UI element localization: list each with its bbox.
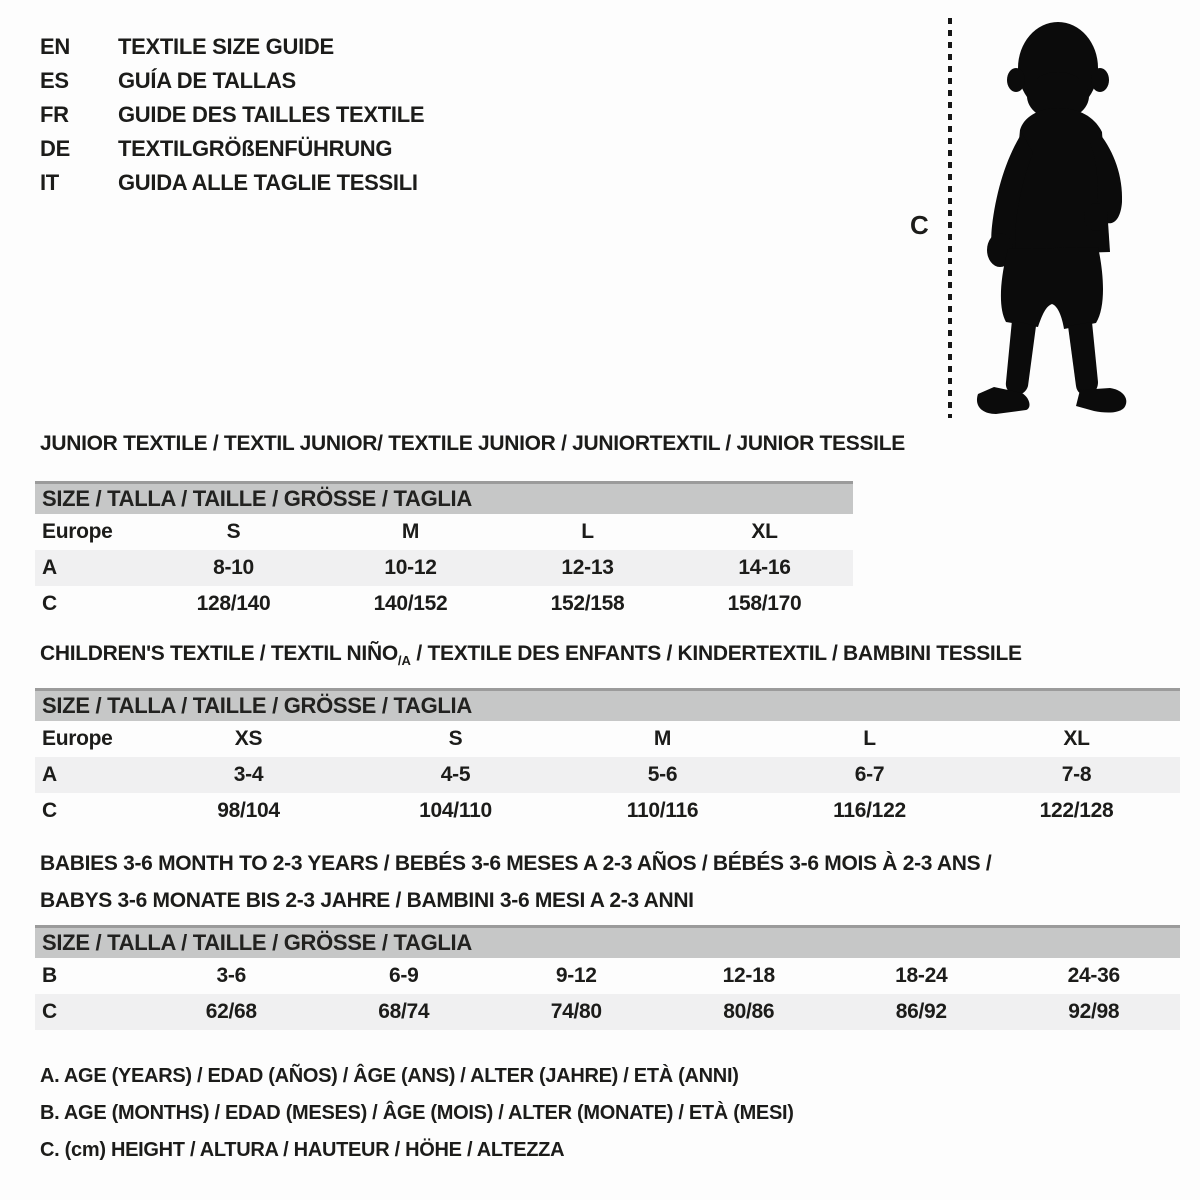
children-section-title: [40, 642, 1022, 668]
size-cell: S: [226, 520, 241, 543]
height-measure-label: C: [910, 210, 929, 240]
language-title: TEXTILGRÖßENFÜHRUNG: [118, 136, 393, 161]
height-cell: 128/140: [196, 592, 271, 615]
height-cell: 92/98: [1008, 994, 1181, 1030]
footnote-legend: [40, 1058, 794, 1169]
row-label: C: [35, 994, 145, 1030]
months-cell: 12-18: [722, 964, 775, 987]
size-header-label: SIZE / TALLA / TAILLE / GRÖSSE / TAGLIA: [35, 927, 1180, 959]
months-cell: 24-36: [1067, 964, 1120, 987]
row-label: C: [42, 799, 57, 822]
months-cell: 18-24: [895, 964, 948, 987]
row-label: A: [35, 757, 145, 793]
language-title: GUIDA ALLE TAGLIE TESSILI: [118, 170, 418, 195]
table-row-age: [35, 550, 853, 586]
babies-section-title: [40, 845, 1160, 919]
size-cell: L: [581, 520, 594, 543]
language-row-it: [40, 166, 424, 200]
language-code: EN: [40, 34, 70, 59]
table-row-height: [35, 793, 1180, 829]
table-row-europe: [35, 721, 1180, 757]
babies-title-line2: BABYS 3-6 MONATE BIS 2-3 JAHRE / BAMBINI 3-6 MESI A 2-3 ANNI: [40, 889, 694, 912]
size-cell: XL: [1063, 727, 1090, 750]
row-label: Europe: [42, 727, 113, 750]
age-cell: 8-10: [145, 550, 322, 586]
children-size-table: [35, 688, 1180, 829]
footnote-height-cm: C. (cm) HEIGHT / ALTURA / HAUTEUR / HÖHE / ALTEZZA: [40, 1139, 565, 1161]
junior-section-title: JUNIOR TEXTILE / TEXTIL JUNIOR/ TEXTILE JUNIOR / JUNIORTEXTIL / JUNIOR TESSILE: [40, 432, 905, 455]
height-measure-dashed-line: [948, 18, 952, 418]
height-cell: 116/122: [833, 799, 906, 822]
toddler-silhouette-icon: [962, 16, 1142, 418]
language-row-fr: [40, 98, 424, 132]
age-cell: 7-8: [973, 757, 1180, 793]
language-title: GUIDE DES TAILLES TEXTILE: [118, 102, 425, 127]
size-cell: XS: [234, 727, 263, 750]
language-title: TEXTILE SIZE GUIDE: [118, 34, 334, 59]
row-label: C: [42, 592, 57, 615]
table-row-height: [35, 994, 1180, 1030]
height-cell: 140/152: [373, 592, 448, 615]
language-row-en: [40, 30, 424, 64]
children-title-post: / TEXTILE DES ENFANTS / KINDERTEXTIL / BAMBINI TESSILE: [410, 642, 1022, 665]
language-title: GUÍA DE TALLAS: [118, 68, 296, 93]
size-cell: XL: [751, 520, 778, 543]
language-list: [40, 30, 424, 200]
height-cell: 86/92: [835, 994, 1008, 1030]
table-row-months: [35, 958, 1180, 994]
babies-size-table: [35, 925, 1180, 1030]
size-cell: S: [448, 727, 463, 750]
age-cell: 10-12: [322, 550, 499, 586]
row-label: A: [35, 550, 145, 586]
age-cell: 14-16: [676, 550, 853, 586]
age-cell: 4-5: [352, 757, 559, 793]
age-cell: 6-7: [766, 757, 973, 793]
height-cell: 74/80: [490, 994, 663, 1030]
age-cell: 3-4: [145, 757, 352, 793]
size-header-label: SIZE / TALLA / TAILLE / GRÖSSE / TAGLIA: [35, 690, 1180, 722]
height-cell: 152/158: [550, 592, 625, 615]
age-cell: 5-6: [559, 757, 766, 793]
babies-title-line1: BABIES 3-6 MONTH TO 2-3 YEARS / BEBÉS 3-6 MESES A 2-3 AÑOS / BÉBÉS 3-6 MOIS À 2-3 ANS /: [40, 852, 992, 875]
footnote-age-years: A. AGE (YEARS) / EDAD (AÑOS) / ÂGE (ANS) / ALTER (JAHRE) / ETÀ (ANNI): [40, 1065, 739, 1087]
row-label: B: [42, 964, 57, 987]
table-header-row: [35, 483, 853, 515]
height-cell: 62/68: [145, 994, 318, 1030]
language-code: ES: [40, 68, 69, 93]
row-label: Europe: [42, 520, 113, 543]
children-title-pre: CHILDREN'S TEXTILE / TEXTIL NIÑO: [40, 642, 398, 665]
height-cell: 68/74: [318, 994, 491, 1030]
months-cell: 3-6: [216, 964, 246, 987]
table-header-row: [35, 927, 1180, 959]
height-cell: 158/170: [727, 592, 802, 615]
height-cell: 104/110: [419, 799, 492, 822]
language-row-de: [40, 132, 424, 166]
size-cell: M: [401, 520, 420, 543]
children-title-subscript: /A: [397, 653, 411, 668]
months-cell: 6-9: [389, 964, 419, 987]
months-cell: 9-12: [555, 964, 597, 987]
table-header-row: [35, 690, 1180, 722]
table-row-height: [35, 586, 853, 622]
language-code: DE: [40, 136, 70, 161]
table-row-age: [35, 757, 1180, 793]
language-code: IT: [40, 170, 59, 195]
height-cell: 80/86: [663, 994, 836, 1030]
age-cell: 12-13: [499, 550, 676, 586]
size-cell: L: [863, 727, 876, 750]
table-row-europe: [35, 514, 853, 550]
language-code: FR: [40, 102, 69, 127]
language-row-es: [40, 64, 424, 98]
height-cell: 98/104: [217, 799, 280, 822]
height-cell: 110/116: [626, 799, 699, 822]
height-cell: 122/128: [1039, 799, 1114, 822]
junior-size-table: [35, 481, 853, 622]
size-cell: M: [653, 727, 672, 750]
footnote-age-months: B. AGE (MONTHS) / EDAD (MESES) / ÂGE (MOIS) / ALTER (MONATE) / ETÀ (MESI): [40, 1102, 794, 1124]
size-header-label: SIZE / TALLA / TAILLE / GRÖSSE / TAGLIA: [35, 483, 853, 515]
